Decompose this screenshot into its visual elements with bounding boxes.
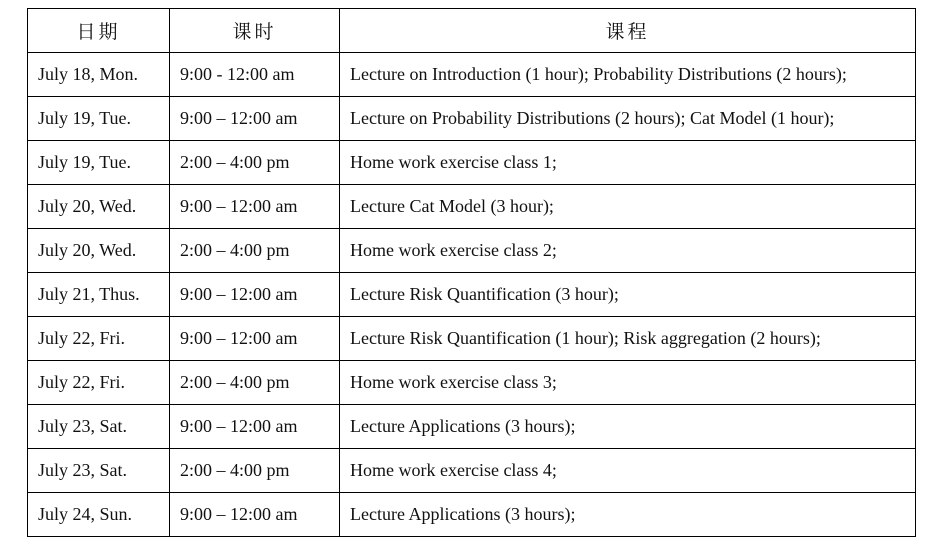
row-course: Home work exercise class 3; [340,361,916,405]
table-row [28,273,916,317]
row-time: 9:00 – 12:00 am [170,97,340,141]
row-date: July 18, Mon. [28,53,170,97]
schedule-table [27,8,916,537]
row-course: Lecture Applications (3 hours); [340,493,916,537]
row-date: July 23, Sat. [28,449,170,493]
table-row [28,361,916,405]
row-date: July 24, Sun. [28,493,170,537]
table-row [28,185,916,229]
row-time: 9:00 - 12:00 am [170,53,340,97]
row-date: July 21, Thus. [28,273,170,317]
row-course: Lecture Applications (3 hours); [340,405,916,449]
table-row [28,53,916,97]
table-row [28,449,916,493]
row-date: July 23, Sat. [28,405,170,449]
table-row [28,141,916,185]
table-row [28,97,916,141]
row-date: July 22, Fri. [28,361,170,405]
row-course: Lecture Risk Quantification (3 hour); [340,273,916,317]
row-course: Home work exercise class 2; [340,229,916,273]
row-date: July 22, Fri. [28,317,170,361]
row-time: 9:00 – 12:00 am [170,405,340,449]
row-time: 9:00 – 12:00 am [170,317,340,361]
row-time: 9:00 – 12:00 am [170,493,340,537]
row-time: 9:00 – 12:00 am [170,185,340,229]
header-time: 课时 [170,9,340,53]
row-date: July 19, Tue. [28,97,170,141]
table-body [28,53,916,537]
row-course: Lecture on Probability Distributions (2 hours); Cat Model (1 hour); [340,97,916,141]
row-course: Home work exercise class 1; [340,141,916,185]
table-header [28,9,916,53]
table-row [28,229,916,273]
row-time: 2:00 – 4:00 pm [170,229,340,273]
header-row [28,9,916,53]
row-date: July 20, Wed. [28,229,170,273]
table-row [28,493,916,537]
row-course: Lecture Risk Quantification (1 hour); Risk aggregation (2 hours); [340,317,916,361]
row-time: 9:00 – 12:00 am [170,273,340,317]
row-time: 2:00 – 4:00 pm [170,449,340,493]
header-date: 日期 [28,9,170,53]
row-date: July 20, Wed. [28,185,170,229]
row-course: Lecture Cat Model (3 hour); [340,185,916,229]
row-time: 2:00 – 4:00 pm [170,141,340,185]
table-row [28,405,916,449]
row-date: July 19, Tue. [28,141,170,185]
header-course: 课程 [340,9,916,53]
row-course: Home work exercise class 4; [340,449,916,493]
table-row [28,317,916,361]
row-course: Lecture on Introduction (1 hour); Probability Distributions (2 hours); [340,53,916,97]
row-time: 2:00 – 4:00 pm [170,361,340,405]
